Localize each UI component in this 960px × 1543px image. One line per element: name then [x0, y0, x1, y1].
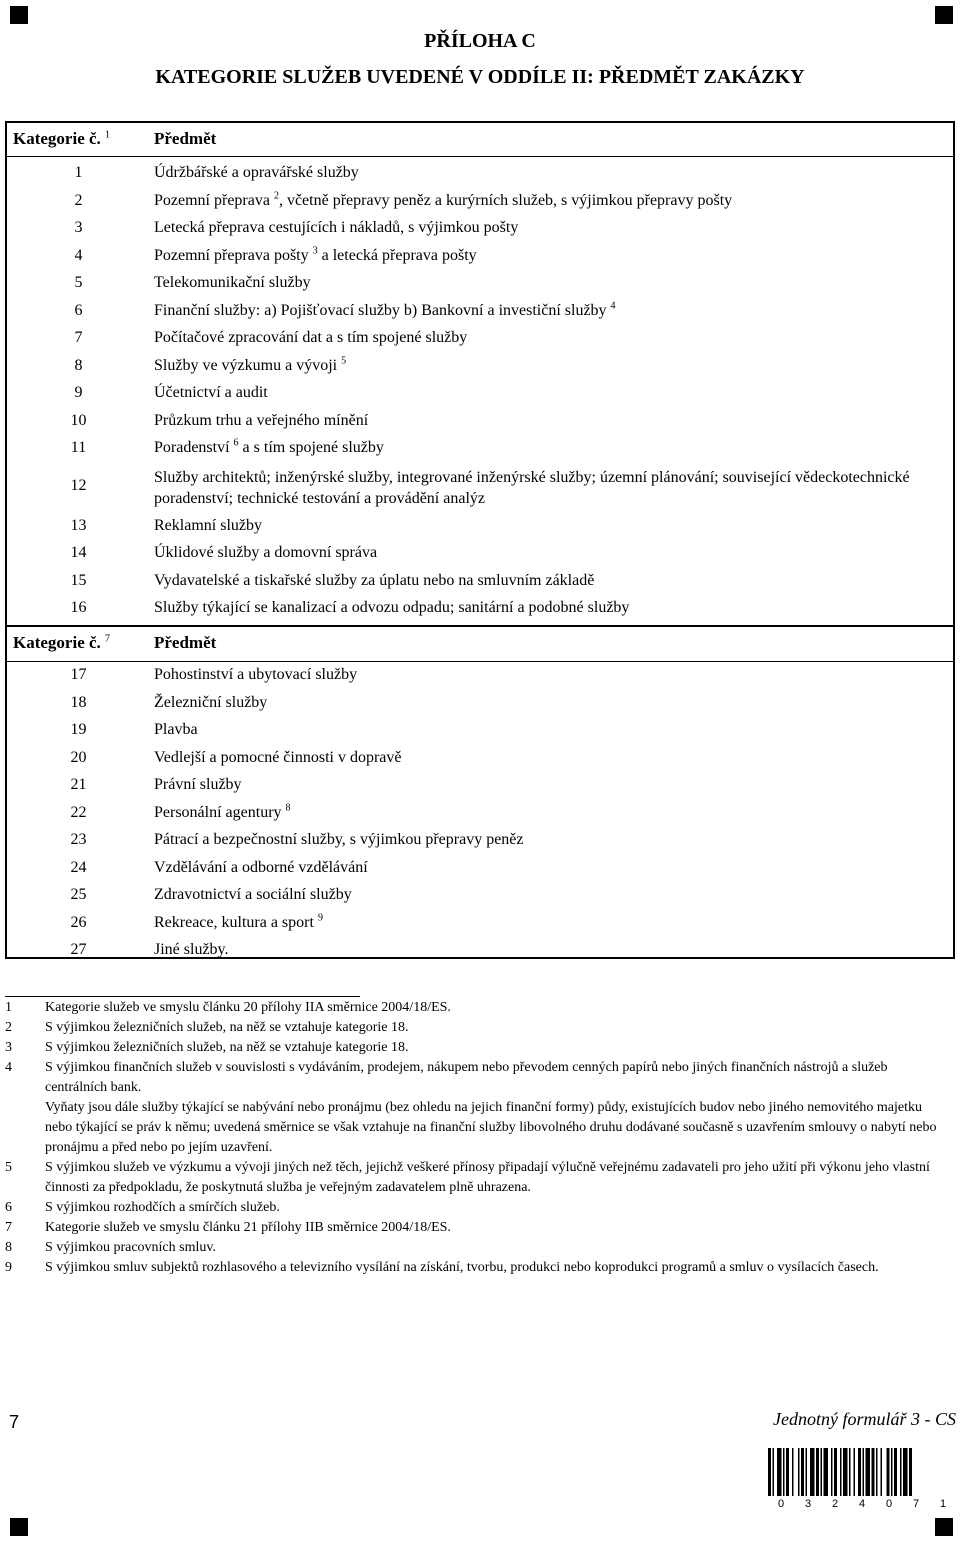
table-row: [7, 745, 953, 772]
category-subject: Letecká přeprava cestujících i nákladů, s výjimkou pošty: [154, 219, 519, 236]
table-row: [7, 937, 953, 964]
registration-mark-top-left: [10, 6, 28, 24]
footnote-number: 2: [5, 1020, 12, 1035]
barcode-digit: 0: [778, 1498, 785, 1510]
barcode-bar: [840, 1448, 842, 1496]
footnote-number: 4: [5, 1060, 12, 1075]
category-number: 24: [70, 858, 87, 876]
table-row: [7, 513, 953, 540]
footnote-number: 9: [5, 1260, 12, 1275]
section2-category-label: Kategorie č. $^7$: [13, 633, 111, 652]
footnote-text: S výjimkou rozhodčích a smírčích služeb.: [45, 1200, 280, 1215]
category-number: 18: [70, 693, 87, 711]
category-number: 4: [74, 246, 83, 264]
table-row: [7, 325, 953, 352]
category-subject: Plavba: [154, 721, 198, 738]
category-subject: Železniční služby: [154, 693, 268, 711]
table-row: [7, 408, 953, 435]
category-number: 3: [74, 219, 83, 236]
category-number: 20: [70, 748, 87, 766]
category-subject: Průzkum trhu a veřejného mínění: [154, 411, 369, 429]
category-subject: Právní služby: [154, 776, 242, 793]
category-number: 16: [70, 599, 87, 616]
footnote-ref: 2: [273, 190, 279, 202]
category-number: 25: [70, 886, 87, 903]
form-name: Jednotný formulář 3 - CS: [773, 1409, 956, 1429]
barcode-digit: 2: [832, 1498, 839, 1510]
category-subject: Pozemní přeprava pošty $^3$ a letecká přeprava pošty: [154, 245, 477, 264]
table-row: [7, 827, 953, 854]
barcode-bar: [777, 1448, 782, 1496]
barcode-bar: [858, 1448, 861, 1496]
category-subject: Úklidové služby a domovní správa: [154, 544, 378, 561]
barcode-bar: [783, 1448, 785, 1496]
barcode-bar: [909, 1448, 912, 1496]
footnote-ref: 5: [341, 355, 347, 367]
barcode-digit: 1: [940, 1498, 947, 1510]
section1-category-label: Kategorie č. $^1$: [13, 129, 111, 148]
table-row: [7, 690, 953, 717]
footnote-text: S výjimkou pracovních smluv.: [45, 1240, 216, 1255]
registration-mark-top-right: [935, 6, 953, 24]
barcode-bar: [854, 1448, 856, 1496]
footnote-text: S výjimkou smluv subjektů rozhlasového a televizního vysílání na získání, tvorbu, produkci nebo koprodukci programů a smluv o vysílacích časech.: [45, 1260, 879, 1275]
barcode-bar: [816, 1448, 819, 1496]
category-subject: Vzdělávání a odborné vzdělávání: [154, 858, 368, 876]
footnote-text: S výjimkou finančních služeb v souvislosti s vydáváním, prodejem, nákupem nebo převodem cenných papírů nebo jiných finančních nástrojů a služeb centrálních bank.: [45, 1060, 888, 1095]
registration-mark-bottom-right: [935, 1518, 953, 1536]
table-row: [7, 717, 953, 744]
table-row: [7, 435, 953, 462]
table-row: [7, 882, 953, 909]
category-subject: Služby týkající se kanalizací a odvozu odpadu; sanitární a podobné služby: [154, 599, 630, 616]
footnote-text: S výjimkou železničních služeb, na něž se vztahuje kategorie 18.: [45, 1040, 409, 1055]
table-row: [7, 772, 953, 799]
section2-header: [7, 625, 953, 662]
barcode-bar: [831, 1448, 833, 1496]
category-number: 26: [70, 913, 87, 931]
barcode-bar: [843, 1448, 848, 1496]
category-number: 21: [70, 776, 87, 793]
footnote-ref: 8: [285, 802, 291, 814]
footnote-number: 6: [5, 1200, 12, 1215]
category-subject: Poradenství $^6$ a s tím spojené služby: [154, 437, 384, 456]
barcode-bar: [866, 1448, 871, 1496]
category-subject: Počítačové zpracování dat a s tím spojené služby: [154, 329, 468, 346]
section2-subject-label: Předmět: [154, 633, 217, 652]
table-row: [7, 270, 953, 297]
table-row: [7, 568, 953, 595]
barcode-bar: [773, 1448, 775, 1496]
barcode-digit: 0: [886, 1498, 893, 1510]
table-row: [7, 595, 953, 622]
category-subject: Jiné služby.: [154, 941, 229, 958]
footnote-number: 5: [5, 1160, 12, 1175]
table-row: [7, 662, 953, 689]
barcode-bar: [786, 1448, 789, 1496]
barcode-bar: [849, 1448, 851, 1496]
barcode-bar: [863, 1448, 865, 1496]
barcode-digit: 7: [913, 1498, 920, 1510]
category-subject: Reklamní služby: [154, 516, 262, 534]
category-number: 6: [74, 301, 83, 319]
table-row: [7, 463, 953, 513]
category-subject: Pohostinství a ubytovací služby: [154, 666, 358, 683]
barcode-bar: [894, 1448, 897, 1496]
barcode-digit: 3: [805, 1498, 812, 1510]
service-categories-table: [5, 121, 955, 959]
barcode-bar: [768, 1448, 771, 1496]
table-row: [7, 298, 953, 325]
category-number: 12: [70, 476, 87, 494]
category-number: 8: [74, 356, 83, 374]
category-subject: Personální agentury $^8$: [154, 802, 291, 821]
barcode: [768, 1448, 954, 1496]
footnote-separator: [5, 996, 360, 997]
category-number: 2: [74, 191, 83, 209]
category-number: 5: [74, 274, 83, 291]
category-subject: Pátrací a bezpečnostní služby, s výjimkou přepravy peněz: [154, 831, 524, 848]
barcode-bar: [900, 1448, 902, 1496]
category-subject: Služby ve výzkumu a vývoji $^5$: [154, 355, 347, 374]
table-row: [7, 855, 953, 882]
category-number: 15: [70, 571, 87, 589]
category-number: 7: [74, 329, 83, 346]
table-row: [7, 380, 953, 407]
category-subject: Finanční služby: a) Pojišťovací služby b) Bankovní a investiční služby $^4$: [154, 300, 616, 319]
category-subject: Telekomunikační služby: [154, 274, 311, 291]
footnote-number: 8: [5, 1240, 12, 1255]
footnote-text: S výjimkou železničních služeb, na něž se vztahuje kategorie 18.: [45, 1020, 409, 1035]
barcode-bar: [792, 1448, 794, 1496]
category-subject: Údržbářské a opravářské služby: [154, 164, 359, 181]
barcode-bar: [801, 1448, 804, 1496]
barcode-bar: [903, 1448, 908, 1496]
category-number: 10: [70, 411, 87, 429]
footnote-ref: 6: [233, 437, 239, 449]
annex-subtitle: KATEGORIE SLUŽEB UVEDENÉ V ODDÍLE II: PŘEDMĚT ZAKÁZKY: [155, 66, 805, 88]
table-row: [7, 800, 953, 827]
footnote-number: 3: [5, 1040, 12, 1055]
category-subject: Rekreace, kultura a sport $^9$: [154, 912, 323, 931]
category-subject: Vydavatelské a tiskařské služby za úplatu nebo na smluvním základě: [154, 571, 595, 589]
category-number: 14: [70, 544, 87, 561]
barcode-bar: [891, 1448, 893, 1496]
table-row: [7, 540, 953, 567]
footnote-ref: 3: [312, 245, 318, 257]
category-number: 23: [70, 831, 87, 848]
table-row: [7, 188, 953, 215]
barcode-bar: [824, 1448, 829, 1496]
category-subject: Zdravotnictví a sociální služby: [154, 886, 352, 903]
barcode-bar: [887, 1448, 890, 1496]
barcode-bar: [876, 1448, 878, 1496]
barcode-digit: 4: [859, 1498, 866, 1510]
category-number: 11: [70, 439, 87, 456]
barcode-bar: [872, 1448, 875, 1496]
barcode-bar: [821, 1448, 823, 1496]
page-number: 7: [9, 1412, 20, 1432]
category-number: 22: [70, 803, 87, 821]
category-subject: Služby architektů; inženýrské služby, integrované inženýrské služby; územní plánování; související vědeckotechnické poradenství; technické testování a provádění analýz: [154, 468, 910, 507]
table-row: [7, 160, 953, 187]
barcode-bar: [834, 1448, 837, 1496]
table-row: [7, 243, 953, 270]
annex-title: PŘÍLOHA C: [424, 30, 536, 52]
category-number: 17: [70, 666, 87, 683]
footnote-number: 1: [5, 1000, 12, 1015]
table-row: [7, 215, 953, 242]
category-number: 19: [70, 721, 87, 738]
category-number: 1: [74, 164, 83, 181]
footnote-text: Kategorie služeb ve smyslu článku 20 přílohy IIA směrnice 2004/18/ES.: [45, 1000, 451, 1015]
barcode-bar: [806, 1448, 808, 1496]
section1-subject-label: Předmět: [154, 129, 217, 148]
table-row: [7, 910, 953, 937]
footnote-text: Kategorie služeb ve smyslu článku 21 přílohy IIB směrnice 2004/18/ES.: [45, 1220, 451, 1235]
category-number: 13: [70, 516, 87, 534]
table-row: [7, 353, 953, 380]
footnote-ref: 9: [317, 912, 323, 924]
category-subject: Vedlejší a pomocné činnosti v dopravě: [154, 748, 402, 766]
barcode-bar: [881, 1448, 883, 1496]
barcode-bar: [810, 1448, 815, 1496]
section1-header: [7, 123, 953, 157]
category-number: 27: [70, 941, 87, 958]
footnote-text: Vyňaty jsou dále služby týkající se nabývání nebo pronájmu (bez ohledu na jejich finanční formy) půdy, existujících budov nebo jiného nemovitého majetku nebo týkající se práv k němu; uvedená směrnice se však vztahuje na finanční služby libovolného druhu dodávané současně s uzavřením smlouvy o nabytí nebo pronájmu a před nebo po jejím uzavření.: [45, 1100, 937, 1155]
barcode-bar: [798, 1448, 800, 1496]
footnote-number: 7: [5, 1220, 12, 1235]
category-subject: Účetnictví a audit: [154, 384, 268, 401]
footnote-ref: 4: [610, 300, 616, 312]
category-number: 9: [74, 384, 83, 401]
footnote-text: S výjimkou služeb ve výzkumu a vývoji jiných než těch, jejichž veškeré přínosy připadají výlučně veřejnému zadavateli pro jeho užití při výkonu jeho vlastní činnosti za předpokladu, že poskytnutá služba je veřejným zadavatelem plně uhrazena.: [45, 1160, 930, 1195]
category-subject: Pozemní přeprava $^2$, včetně přepravy peněz a kurýrních služeb, s výjimkou přepravy pošty: [154, 190, 733, 209]
registration-mark-bottom-left: [10, 1518, 28, 1536]
